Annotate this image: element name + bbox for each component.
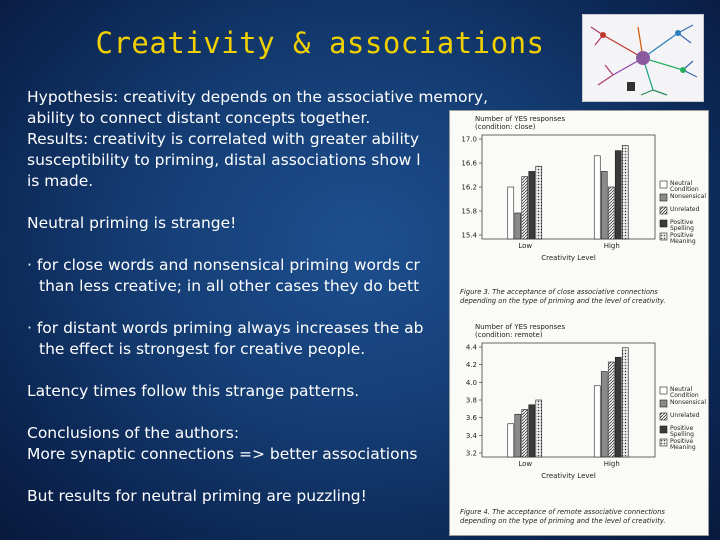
bar-low-1 [515, 213, 521, 239]
legend-swatch-3 [660, 220, 667, 227]
y-tick-label: 4.2 [465, 361, 477, 370]
bar-low-1 [515, 414, 521, 457]
slide-title: Creativity & associations [95, 26, 545, 60]
figure-3-chart [450, 111, 708, 307]
distant-words-line-2: the effect is strongest for creative people. [39, 340, 366, 358]
y-tick-label: 4.4 [465, 343, 477, 352]
bar-high-0 [594, 386, 600, 457]
legend-swatch-1 [660, 400, 667, 407]
mind-map-image [582, 14, 704, 102]
figure-4 [450, 319, 708, 531]
bar-high-1 [601, 372, 607, 458]
puzzle-line: But results for neutral priming are puzzling! [27, 487, 367, 505]
bar-high-3 [615, 151, 621, 239]
y-tick-label: 3.6 [465, 414, 477, 423]
hypothesis-line-2: ability to connect distant concepts together. [27, 109, 371, 127]
legend-label-2: Unrelated [670, 206, 700, 213]
y-axis-title: Number of YES responses [475, 115, 566, 123]
y-tick-label: 15.8 [461, 207, 477, 216]
y-tick-label: 4.0 [465, 378, 477, 387]
legend-label-4-cont: Meaning [670, 238, 696, 245]
legend-swatch-2 [660, 413, 667, 420]
y-tick-label: 3.2 [465, 449, 477, 458]
bar-low-0 [508, 424, 514, 457]
conclusions-line-1: Conclusions of the authors: [27, 424, 240, 442]
y-tick-label: 16.6 [461, 159, 477, 168]
y-tick-label: 3.8 [465, 396, 477, 405]
legend-label-1: Nonsensical [670, 399, 707, 406]
close-words-line-1: · for close words and nonsensical priming words cr [27, 256, 420, 274]
figure-3 [450, 111, 708, 307]
legend-swatch-3 [660, 426, 667, 433]
figure-4-chart [450, 319, 708, 531]
legend-swatch-1 [660, 194, 667, 201]
y-tick-label: 3.4 [465, 431, 477, 440]
y-tick-label: 15.4 [461, 231, 477, 240]
bar-high-2 [608, 187, 614, 239]
bar-high-4 [622, 145, 628, 239]
latency-line: Latency times follow this strange patterns. [27, 382, 360, 400]
x-axis-title: Creativity Level [541, 472, 596, 480]
legend-label-0-cont: Condition [670, 186, 699, 193]
bar-high-0 [594, 156, 600, 239]
figure-caption-line-2: depending on the type of priming and the level of creativity. [460, 297, 666, 305]
legend-swatch-4 [660, 439, 667, 446]
y-tick-label: 16.2 [461, 183, 477, 192]
legend-label-3: Positive [670, 219, 694, 226]
legend-label-4-cont: Meaning [670, 444, 696, 451]
x-tick-label: High [603, 460, 620, 468]
y-tick-label: 17.0 [461, 135, 477, 144]
x-tick-label: Low [518, 242, 533, 250]
figure-caption-line-2: depending on the type of priming and the level of creativity. [460, 517, 666, 525]
close-words-line-2: than less creative; in all other cases they do bett [39, 277, 420, 295]
bar-low-3 [529, 171, 535, 239]
results-line-2: susceptibility to priming, distal associations show l [27, 151, 421, 169]
legend-swatch-4 [660, 233, 667, 240]
legend-label-4: Positive [670, 438, 694, 445]
legend-label-3: Positive [670, 425, 694, 432]
bar-low-2 [522, 410, 528, 458]
results-line-3: is made. [27, 172, 94, 190]
figure-caption-line-1: Figure 4. The acceptance of remote associative connections [460, 508, 665, 516]
x-tick-label: High [603, 242, 620, 250]
legend-label-3-cont: Spelling [670, 225, 694, 232]
legend-label-0: Neutral [670, 180, 693, 187]
legend-swatch-0 [660, 387, 667, 394]
distant-words-line-1: · for distant words priming always increases the ab [27, 319, 424, 337]
bar-high-3 [615, 357, 621, 457]
legend-label-1: Nonsensical [670, 193, 707, 200]
condition-label: (condition: remote) [475, 331, 543, 339]
bar-low-2 [522, 177, 528, 239]
bar-high-4 [622, 348, 628, 457]
bar-high-2 [608, 362, 614, 457]
bar-low-4 [536, 166, 542, 239]
bar-low-0 [508, 187, 514, 239]
x-tick-label: Low [518, 460, 533, 468]
legend-label-0-cont: Condition [670, 392, 699, 399]
figure-caption-line-1: Figure 3. The acceptance of close associative connections [460, 288, 658, 296]
bar-low-3 [529, 405, 535, 457]
results-line-1: Results: creativity is correlated with greater ability [27, 130, 420, 148]
neutral-priming-line: Neutral priming is strange! [27, 214, 237, 232]
x-axis-title: Creativity Level [541, 254, 596, 262]
legend-label-2: Unrelated [670, 412, 700, 419]
conclusions-line-2: More synaptic connections => better associations [27, 445, 418, 463]
legend-swatch-0 [660, 181, 667, 188]
bar-low-4 [536, 400, 542, 457]
hypothesis-line-1: Hypothesis: creativity depends on the associative memory, [27, 88, 489, 106]
condition-label: (condition: close) [475, 123, 536, 131]
legend-label-3-cont: Spelling [670, 431, 694, 438]
legend-label-4: Positive [670, 232, 694, 239]
y-axis-title: Number of YES responses [475, 323, 566, 331]
figures-panel [449, 110, 709, 536]
bar-high-1 [601, 171, 607, 239]
legend-label-0: Neutral [670, 386, 693, 393]
legend-swatch-2 [660, 207, 667, 214]
